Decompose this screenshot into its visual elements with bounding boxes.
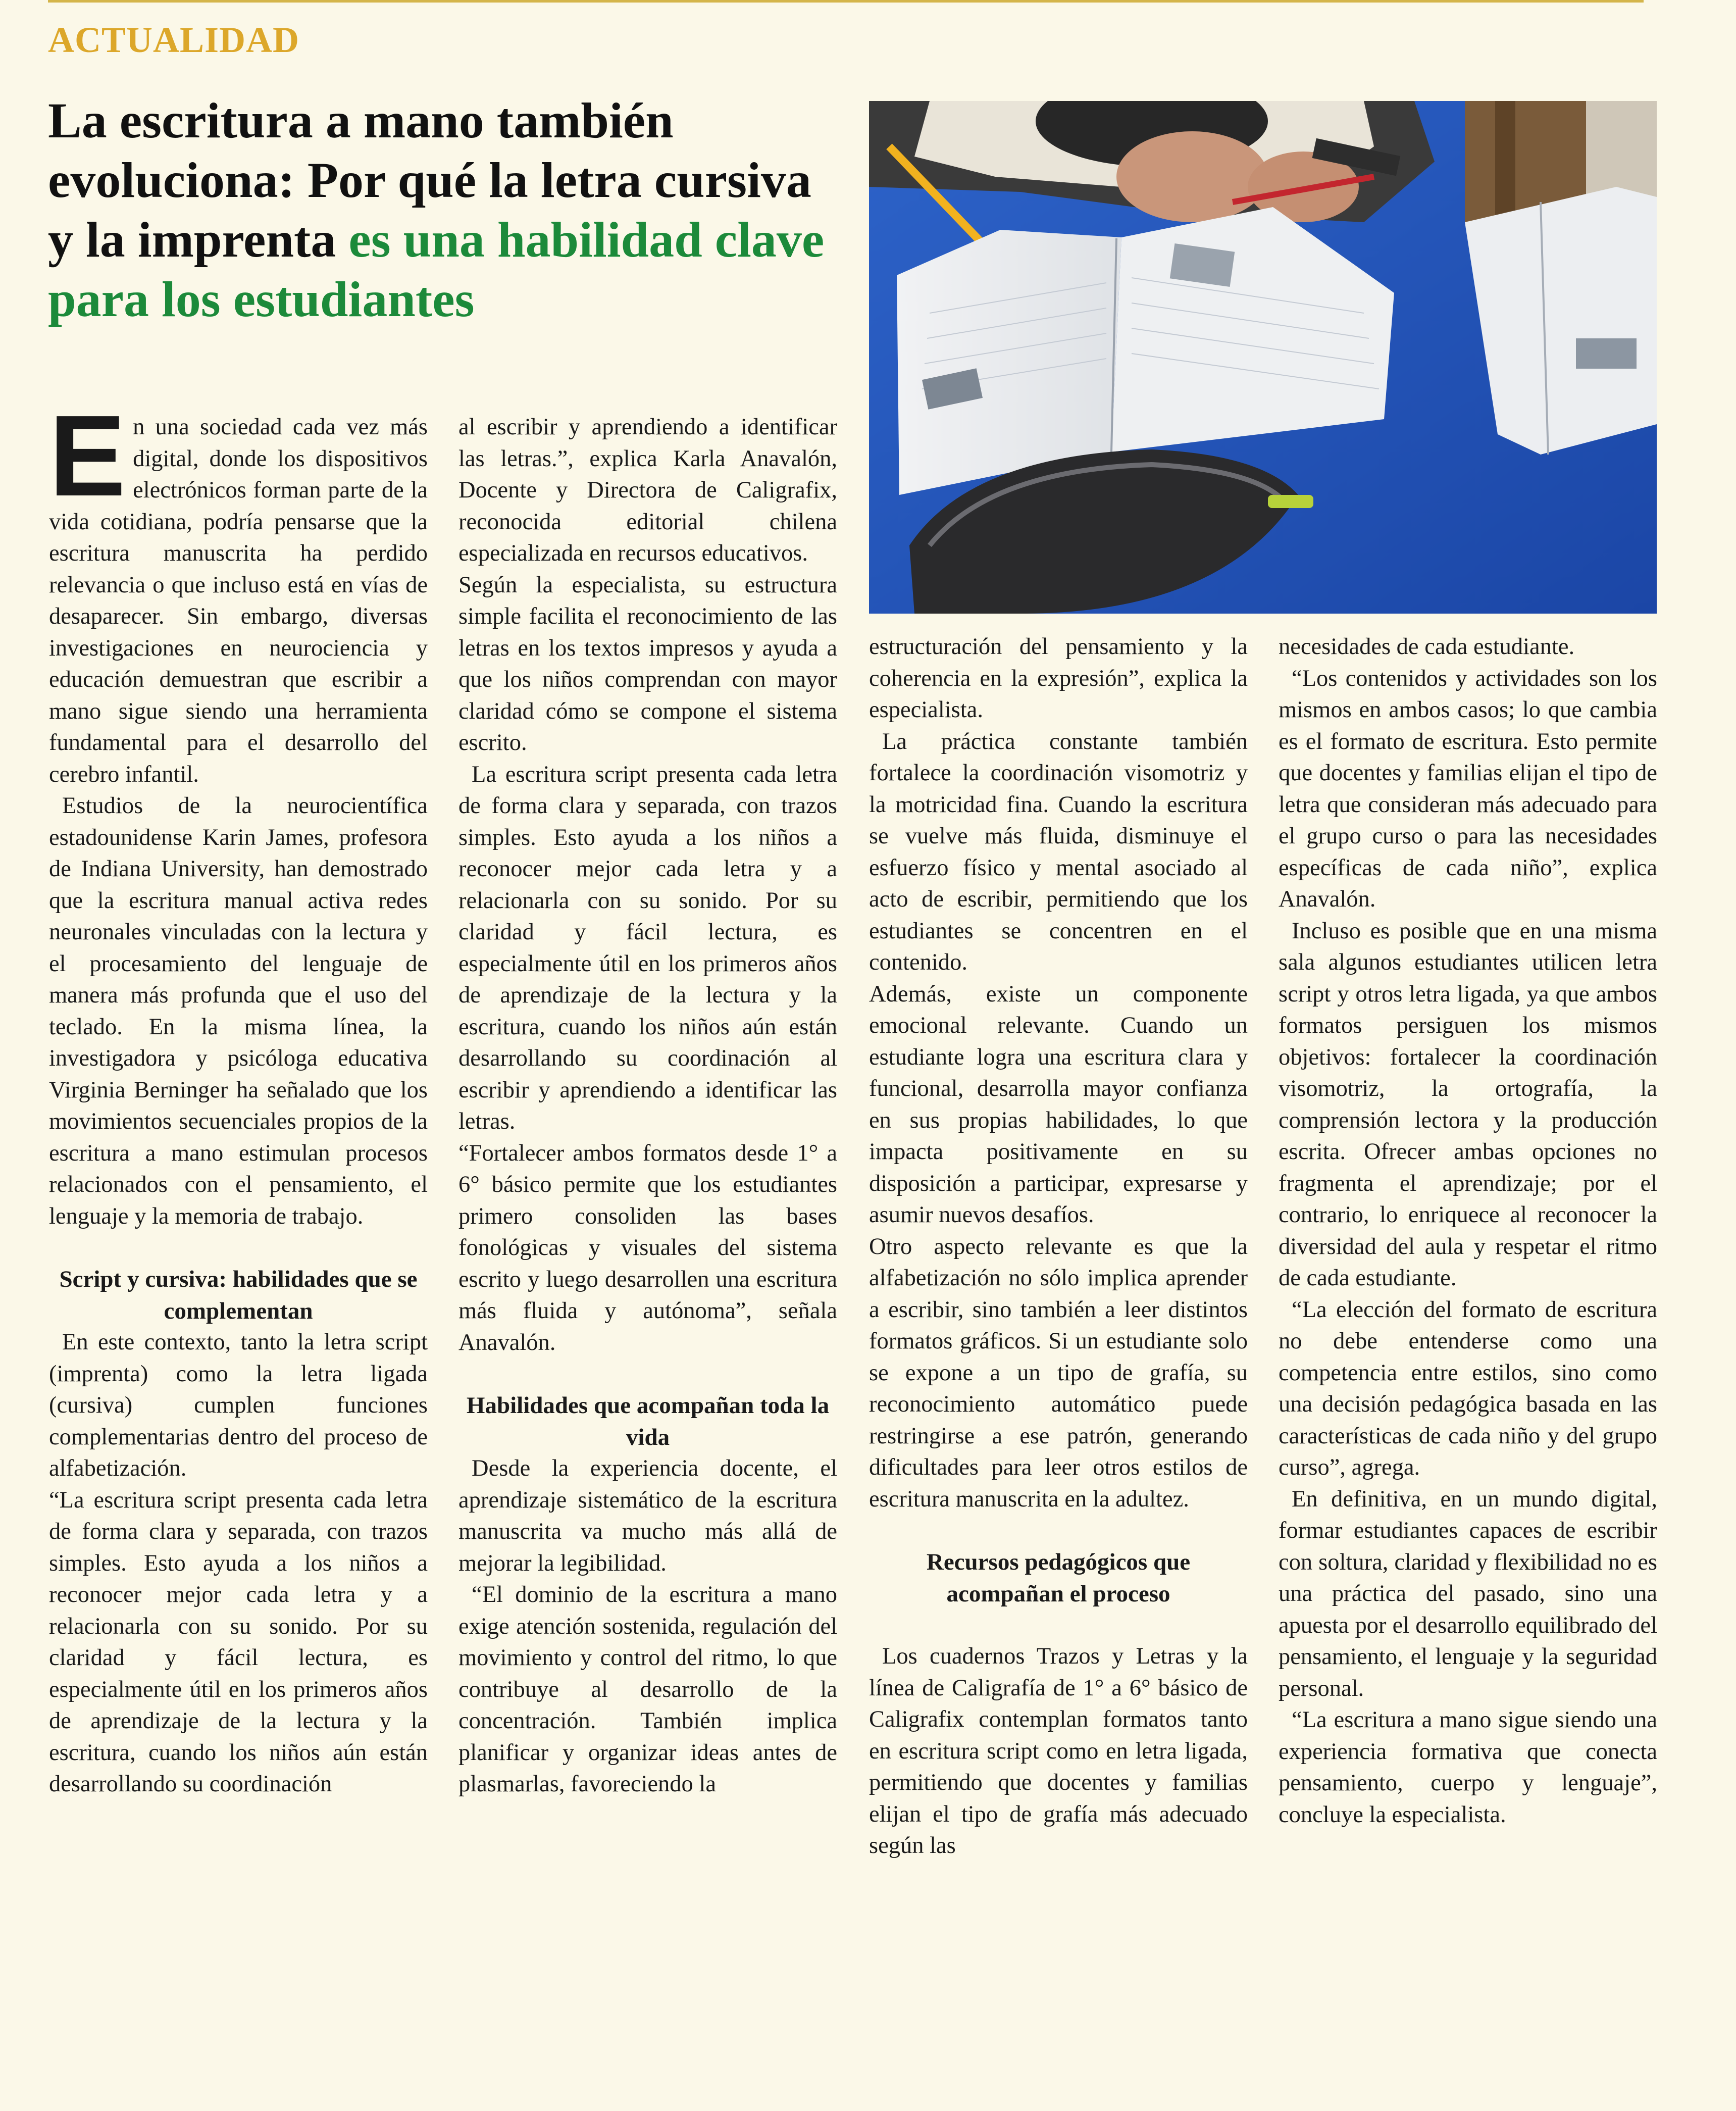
paragraph: Según la especialista, su estructura simple facilita el reconocimiento de las letras en los textos impresos y ayuda a que los niños comprendan con mayor claridad cómo se compone el sistema escrito. xyxy=(458,572,837,756)
paragraph: Además, existe un componente emocional relevante. Cuando un estudiante logra una escritura clara y funcional, desarrolla mayor confianza en sus propias habilidades, lo que impacta positivamente en su disposición a participar, expresarse y asumir nuevos desafíos. xyxy=(869,981,1248,1228)
paragraph: “Fortalecer ambos formatos desde 1° a 6° básico permite que los estudiantes primero consoliden las bases fonológicas y visuales del sistema escrito y luego desarrollen una escritura más fluida y autónoma”, señala Anavalón. xyxy=(458,1140,837,1355)
paragraph: “Los contenidos y actividades son los mismos en ambos casos; lo que cambia es el formato de escritura. Esto permite que docentes y familias elijan el tipo de letra que consideran más adecuado para el grupo curso o para las necesidades específicas de cada niño”, explica Anavalón. xyxy=(1279,665,1657,912)
paragraph: Incluso es posible que en una misma sala algunos estudiantes utilicen letra script y otros letra ligada, ya que ambos formatos persiguen los mismos objetivos: fortalecer la coordinación visomotriz, la ortografía, la comprensión lectora y la producción escrita. Ofrecer ambas opciones no fragmenta el aprendizaje; por el contrario, lo enriquece al reconocer la diversidad del aula y respetar el ritmo de cada estudiante. xyxy=(1279,918,1657,1291)
paragraph: “La escritura script presenta cada letra de forma clara y separada, con trazos simples. Esto ayuda a los niños a reconocer mejor cada letra y a relacionarla con su sonido. Por su claridad y fácil lectura, es especialmente útil en los primeros años de aprendizaje de la lectura y la escritura, cuando los niños aún están desarrollando su coordinación xyxy=(49,1487,428,1797)
column-1 xyxy=(49,392,428,1800)
paragraph: La escritura script presenta cada letra de forma clara y separada, con trazos simples. Esto ayuda a los niños a reconocer mejor cada letra y a relacionarla con su sonido. Por su claridad y fácil lectura, es especialmente útil en los primeros años de aprendizaje de la lectura y la escritura, cuando los niños aún están desarrollando su coordinación al escribir y aprendiendo a identificar las letras. xyxy=(458,761,837,1134)
subheading: Recursos pedagógicos que acompañan el proceso xyxy=(926,1549,1191,1607)
paragraph: al escribir y aprendiendo a identificar las letras.”, explica Karla Anavalón, Docente y Directora de Caligrafix, reconocida editorial chilena especializada en recursos educativos. xyxy=(458,414,837,566)
paragraph: “El dominio de la escritura a mano exige atención sostenida, regulación del movimiento y control del ritmo, lo que contribuye al desarrollo de la concentración. También implica planificar y organizar ideas antes de plasmarlas, favoreciendo la xyxy=(458,1582,837,1797)
top-rule xyxy=(48,0,1644,3)
paragraph: En una sociedad cada vez más digital, donde los dispositivos electrónicos forman parte de la vida cotidiana, podría pensarse que la escritura manuscrita ha perdido relevancia o que incluso está en vías de desaparecer. Sin embargo, diversas investigaciones en neurociencia y educación demuestran que escribir a mano sigue siendo una herramienta fundamental para el desarrollo del cerebro infantil. xyxy=(49,392,428,787)
paragraph: Otro aspecto relevante es que la alfabetización no sólo implica aprender a escribir, sino también a leer distintos formatos gráficos. Si un estudiante solo se expone a un tipo de grafía, su reconocimiento automático puede restringirse a ese patrón, generando dificultades para leer otros estilos de escritura manuscrita en la adultez. xyxy=(869,1233,1248,1512)
column-3 xyxy=(869,631,1248,1862)
paragraph: En este contexto, tanto la letra script (imprenta) como la letra ligada (cursiva) cumplen funciones complementarias dentro del proceso de alfabetización. xyxy=(49,1329,428,1481)
column-4 xyxy=(1279,631,1657,1831)
paragraph: Los cuadernos Trazos y Letras y la línea de Caligrafía de 1° a 6° básico de Caligrafix contemplan formatos tanto en escritura script como en letra ligada, permitiendo que docentes y familias elijan el tipo de grafía más adecuado según las xyxy=(869,1643,1248,1858)
subheading: Habilidades que acompañan toda la vida xyxy=(466,1392,830,1450)
paragraph: necesidades de cada estudiante. xyxy=(1279,634,1575,660)
section-label: ACTUALIDAD xyxy=(48,20,300,60)
paragraph: estructuración del pensamiento y la coherencia en la expresión”, explica la especialista. xyxy=(869,634,1248,723)
headline-green: es una habilidad clave para los estudiantes xyxy=(48,212,825,327)
paragraph: La práctica constante también fortalece la coordinación visomotriz y la motricidad fina. Cuando la escritura se vuelve más fluida, disminuye el esfuerzo físico y mental asociado al acto de escribir, permitiendo que los estudiantes se concentren en el contenido. xyxy=(869,728,1248,975)
paragraph: “La escritura a mano sigue siendo una experiencia formativa que conecta pensamiento, cuerpo y lenguaje”, concluye la especialista. xyxy=(1279,1707,1657,1828)
headline-black: La escritura a mano también evoluciona: Por qué la letra cursiva y la imprenta xyxy=(48,92,811,268)
paragraph: “La elección del formato de escritura no debe entenderse como una competencia entre estilos, sino como una decisión pedagógica basada en las características de cada niño y del grupo curso”, agrega. xyxy=(1279,1296,1657,1480)
headline xyxy=(48,91,846,329)
subheading: Script y cursiva: habilidades que se complementan xyxy=(59,1266,418,1324)
article-photo xyxy=(869,101,1657,614)
paragraph: En definitiva, en un mundo digital, formar estudiantes capaces de escribir con soltura, claridad y flexibilidad no es una práctica del pasado, sino una apuesta por el desarrollo equilibrado del pensamiento, el lenguaje y la seguridad personal. xyxy=(1279,1486,1657,1701)
drop-cap: E xyxy=(49,392,126,520)
paragraph: Estudios de la neurocientífica estadounidense Karin James, profesora de Indiana University, han demostrado que la escritura manual activa redes neuronales vinculadas con la lectura y el procesamiento del lenguaje de manera más profunda que el uso del teclado. En la misma línea, la investigadora y psicóloga educativa Virginia Berninger ha señalado que los movimientos secuenciales propios de la escritura a mano estimulan procesos relacionados con el pensamiento, el lenguaje y la memoria de trabajo. xyxy=(49,793,428,1229)
column-2 xyxy=(458,412,837,1800)
paragraph: Desde la experiencia docente, el aprendizaje sistemático de la escritura manuscrita va mucho más allá de mejorar la legibilidad. xyxy=(458,1455,837,1576)
